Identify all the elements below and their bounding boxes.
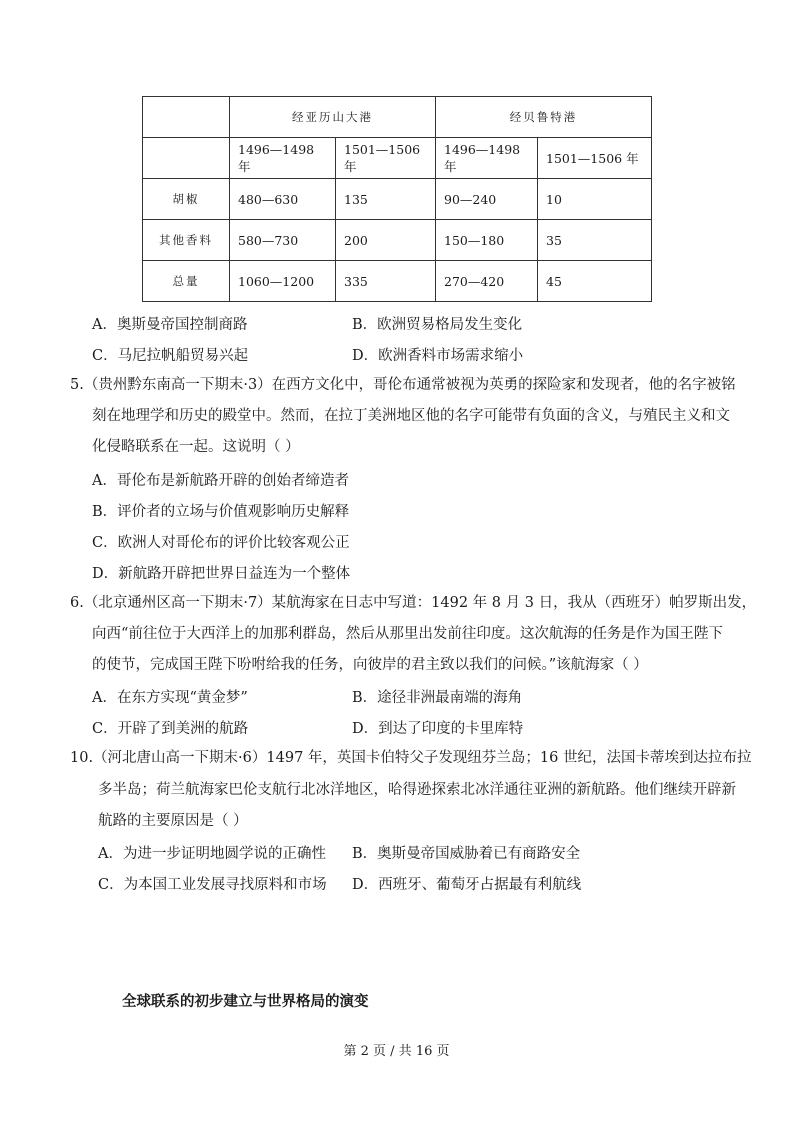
q6-stem-line-3: 的使节，完成国王陛下吩咐给我的任务，向彼岸的君主致以我们的问候。”该航海家（ ） — [92, 657, 648, 673]
q4-option-b: B．欧洲贸易格局发生变化 — [352, 317, 523, 333]
table-subheader-row — [143, 138, 652, 179]
q6-option-d: D．到达了印度的卡里库特 — [352, 721, 524, 737]
table-cell: 580—730 — [230, 220, 336, 261]
q5-option-d: D．新航路开辟把世界日益连为一个整体 — [92, 566, 351, 582]
section-title: 全球联系的初步建立与世界格局的演变 — [122, 993, 369, 1010]
q6-option-c: C．开辟了到美洲的航路 — [92, 721, 249, 737]
table-cell: 90—240 — [436, 179, 538, 220]
q4-option-c: C．马尼拉帆船贸易兴起 — [92, 348, 249, 364]
q10-stem-line-2: 多半岛；荷兰航海家巴伦支航行北冰洋地区，哈得逊探索北冰洋通往亚洲的新航路。他们继续开辟新 — [98, 782, 736, 798]
table-subheader: 1501—1506 年 — [336, 138, 436, 179]
page-footer: 第 2 页 / 共 16 页 — [343, 1044, 450, 1059]
spice-trade-table — [142, 96, 652, 302]
table-cell: 270—420 — [436, 261, 538, 302]
q10-stem-line-1: 10.（河北唐山高一下期末·6）1497 年，英国卡伯特父子发现纽芬兰岛；16 世纪，法国卡蒂埃到达拉布拉 — [70, 750, 752, 766]
q10-option-c: C．为本国工业发展寻找原料和市场 — [98, 877, 327, 893]
q5-option-c: C．欧洲人对哥伦布的评价比较客观公正 — [92, 535, 350, 551]
q6-option-b: B．途径非洲最南端的海角 — [352, 690, 523, 706]
table-corner-cell — [143, 97, 230, 138]
table-header-beirut: 经贝鲁特港 — [436, 97, 652, 138]
table-cell: 135 — [336, 179, 436, 220]
q10-option-a: A．为进一步证明地圆学说的正确性 — [98, 846, 326, 862]
table-cell: 335 — [336, 261, 436, 302]
q5-stem-line-1: 5.（贵州黔东南高一下期末·3）在西方文化中，哥伦布通常被视为英勇的探险家和发现者，他的名字被铭 — [70, 377, 736, 393]
table-cell: 200 — [336, 220, 436, 261]
table-corner-cell — [143, 138, 230, 179]
table-cell: 480—630 — [230, 179, 336, 220]
table-row-label: 总量 — [143, 261, 230, 302]
table-row-label: 胡椒 — [143, 179, 230, 220]
table-header-row — [143, 97, 652, 138]
table-cell: 1060—1200 — [230, 261, 336, 302]
q10-stem-line-3: 航路的主要原因是（ ） — [98, 813, 248, 829]
q5-stem-line-2: 刻在地理学和历史的殿堂中。然而，在拉丁美洲地区他的名字可能带有负面的含义，与殖民主义和文 — [92, 408, 730, 424]
q10-option-d: D．西班牙、葡萄牙占据最有利航线 — [352, 877, 582, 893]
q5-option-b: B．评价者的立场与价值观影响历史解释 — [92, 504, 350, 520]
table-cell: 10 — [538, 179, 652, 220]
table-subheader: 1501—1506 年 — [538, 138, 652, 179]
q10-option-b: B．奥斯曼帝国威胁着已有商路安全 — [352, 846, 581, 862]
table-cell: 150—180 — [436, 220, 538, 261]
q5-stem-line-3: 化侵略联系在一起。这说明（ ） — [92, 439, 300, 455]
q4-option-d: D．欧洲香料市场需求缩小 — [352, 348, 524, 364]
table-row — [143, 220, 652, 261]
q4-option-a: A．奥斯曼帝国控制商路 — [92, 317, 248, 333]
table-row — [143, 179, 652, 220]
q6-option-a: A．在东方实现“黄金梦” — [92, 690, 248, 706]
table-cell: 35 — [538, 220, 652, 261]
q5-option-a: A．哥伦布是新航路开辟的创始者缔造者 — [92, 473, 349, 489]
q6-stem-line-2: 向西“前往位于大西洋上的加那利群岛，然后从那里出发前往印度。这次航海的任务是作为国王陛下 — [92, 626, 723, 642]
table-subheader: 1496—1498 年 — [230, 138, 336, 179]
table-cell: 45 — [538, 261, 652, 302]
q6-stem-line-1: 6.（北京通州区高一下期末·7）某航海家在日志中写道：1492 年 8 月 3 日，我从（西班牙）帕罗斯出发， — [70, 595, 757, 611]
table-row — [143, 261, 652, 302]
table-subheader: 1496—1498 年 — [436, 138, 538, 179]
table-row-label: 其他香料 — [143, 220, 230, 261]
table-header-alexandria: 经亚历山大港 — [230, 97, 436, 138]
